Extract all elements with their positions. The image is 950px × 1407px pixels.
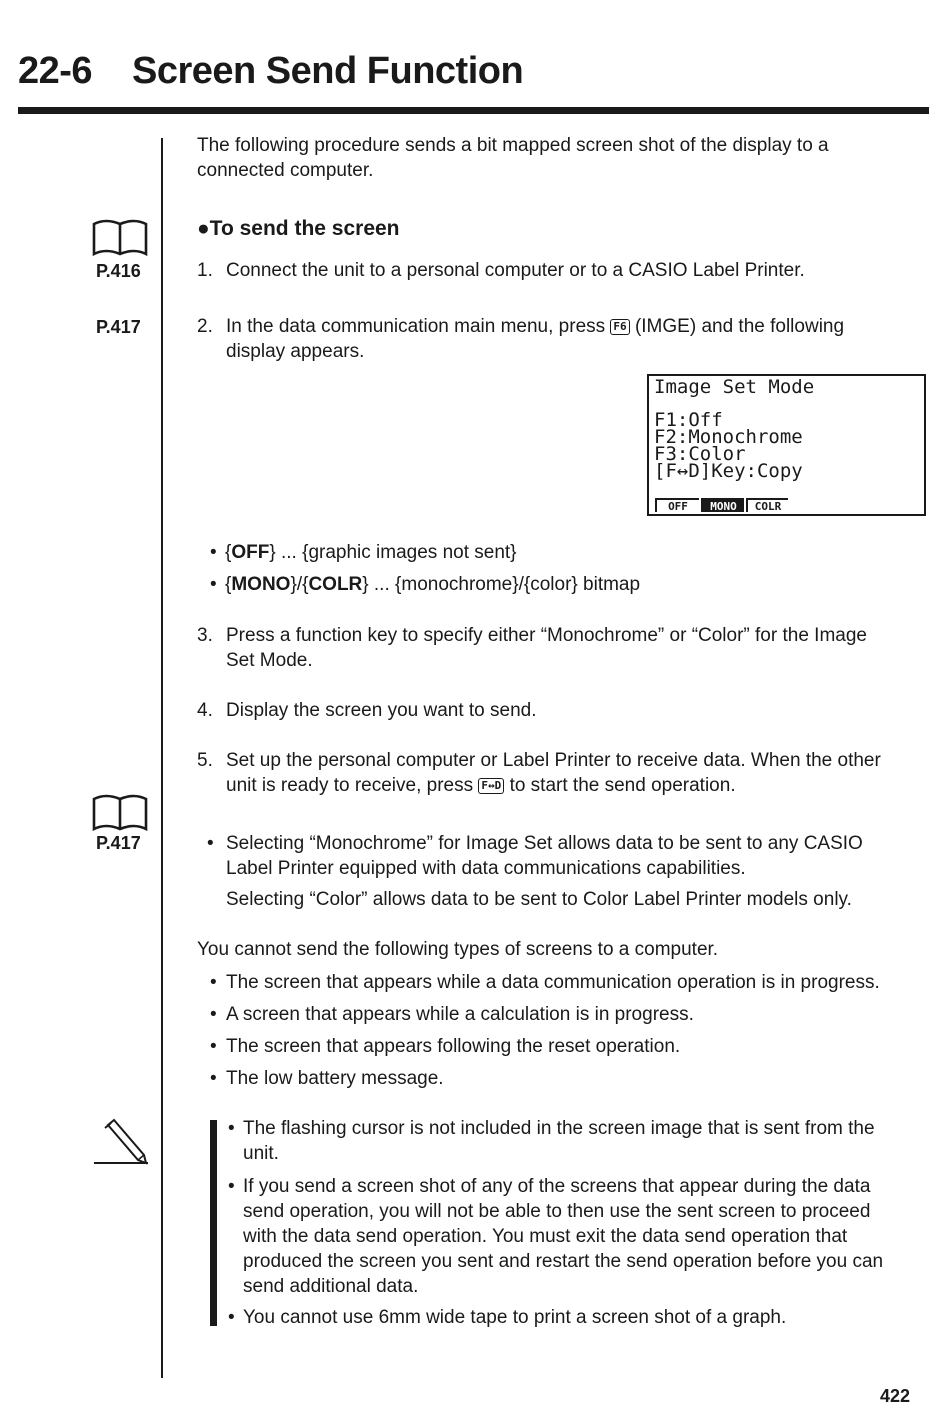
- list-bullet: •: [210, 1004, 217, 1025]
- step-5-number: 5.: [197, 750, 213, 771]
- brace-sep: }/{: [290, 574, 309, 595]
- key-mono: MONO: [231, 574, 291, 595]
- page-ref-417[interactable]: P.417: [96, 317, 141, 337]
- step-4-number: 4.: [197, 700, 213, 721]
- calculator-screen: [647, 374, 926, 516]
- step-3-number: 3.: [197, 625, 213, 646]
- procedure-heading: ●To send the screen: [197, 217, 400, 240]
- page-ref-416[interactable]: P.416: [96, 261, 141, 281]
- note-bullet: •: [207, 833, 214, 854]
- step-2-text-post: (IMGE) and the following: [634, 316, 845, 337]
- key-colr: COLR: [308, 574, 363, 595]
- screen-line-3: F2:Monochrome: [654, 426, 803, 448]
- note-line-3: Selecting “Color” allows data to be sent to Color Label Printer models only.: [226, 889, 852, 910]
- brace-open: {: [225, 574, 232, 595]
- note-bar: [210, 1120, 217, 1326]
- note-bullet: •: [228, 1118, 235, 1139]
- intro-line-1: The following procedure sends a bit mapped screen shot of the display to a: [197, 135, 829, 156]
- page-ref-417-note[interactable]: P.417: [96, 833, 141, 853]
- option-mono-colr: [225, 572, 640, 597]
- note-c-line-1: You cannot use 6mm wide tape to print a screen shot of a graph.: [243, 1307, 787, 1328]
- cannot-intro: You cannot send the following types of screens to a computer.: [197, 939, 719, 960]
- note-b-line-1: If you send a screen shot of any of the screens that appear during the data: [243, 1176, 871, 1197]
- screen-line-2: F1:Off: [654, 409, 723, 431]
- book-icon: [92, 218, 148, 258]
- step-2-line-2: display appears.: [226, 341, 365, 362]
- option-off-desc: } ... {graphic images not sent}: [269, 542, 517, 563]
- step-5-text-pre: unit is ready to receive, press: [226, 775, 474, 796]
- note-b-line-3: with the data send operation. You must exit the data send operation that: [243, 1226, 848, 1247]
- f6-key-icon: F6: [610, 319, 629, 335]
- note-a-line-2: unit.: [243, 1143, 279, 1164]
- step-2-line-1: [226, 314, 844, 339]
- function-key-mono: MONO: [701, 498, 744, 512]
- cannot-item-4: The low battery message.: [226, 1068, 444, 1089]
- margin-divider: [161, 138, 163, 1378]
- step-3-line-1: Press a function key to specify either “Monochrome” or “Color” for the Image: [226, 625, 867, 646]
- page-title: [18, 50, 523, 93]
- key-off: OFF: [231, 542, 270, 563]
- cannot-item-3: The screen that appears following the reset operation.: [226, 1036, 681, 1057]
- note-b-line-2: send operation, you will not be able to then use the sent screen to proceed: [243, 1201, 871, 1222]
- pencil-icon: [92, 1117, 152, 1167]
- step-5-line-1: Set up the personal computer or Label Printer to receive data. When the other: [226, 750, 881, 771]
- f-d-key-icon: F↔D: [478, 778, 504, 794]
- option-bullet: •: [210, 574, 217, 595]
- list-bullet: •: [210, 1036, 217, 1057]
- screen-line-4: F3:Color: [654, 443, 746, 465]
- intro-line-2: connected computer.: [197, 160, 374, 181]
- list-bullet: •: [210, 1068, 217, 1089]
- note-b-line-4: produced the screen you sent and restart the send operation before you can: [243, 1251, 884, 1272]
- step-5-text-post: to start the send operation.: [509, 775, 736, 796]
- step-2-number: 2.: [197, 316, 213, 337]
- list-bullet: •: [210, 972, 217, 993]
- book-icon: [92, 793, 148, 833]
- option-bullet: •: [210, 542, 217, 563]
- step-2-text-pre: In the data communication main menu, press: [226, 316, 606, 337]
- step-1-text: Connect the unit to a personal computer or to a CASIO Label Printer.: [226, 260, 805, 281]
- note-line-1: Selecting “Monochrome” for Image Set allows data to be sent to any CASIO: [226, 833, 863, 854]
- note-b-line-5: send additional data.: [243, 1276, 419, 1297]
- brace-open: {: [225, 542, 232, 563]
- screen-line-5: [F↔D]Key:Copy: [654, 460, 803, 482]
- title-rule: [18, 107, 929, 114]
- screen-line-1: Image Set Mode: [654, 376, 815, 398]
- cannot-item-2: A screen that appears while a calculation is in progress.: [226, 1004, 694, 1025]
- step-5-line-2: [226, 773, 736, 798]
- step-4-text: Display the screen you want to send.: [226, 700, 537, 721]
- note-line-2: Label Printer equipped with data communications capabilities.: [226, 858, 746, 879]
- note-bullet: •: [228, 1176, 235, 1197]
- option-mono-desc: } ... {monochrome}/{color} bitmap: [362, 574, 641, 595]
- function-key-colr: COLR: [746, 498, 788, 512]
- step-3-line-2: Set Mode.: [226, 650, 313, 671]
- note-bullet: •: [228, 1307, 235, 1328]
- note-a-line-1: The flashing cursor is not included in the screen image that is sent from the: [243, 1118, 875, 1139]
- option-off: [225, 540, 517, 565]
- step-1-number: 1.: [197, 260, 213, 281]
- function-key-off: OFF: [655, 498, 699, 512]
- section-number: 22-6: [18, 50, 93, 92]
- cannot-item-1: The screen that appears while a data communication operation is in progress.: [226, 972, 880, 993]
- page-number: 422: [880, 1386, 911, 1406]
- section-title: Screen Send Function: [132, 50, 524, 92]
